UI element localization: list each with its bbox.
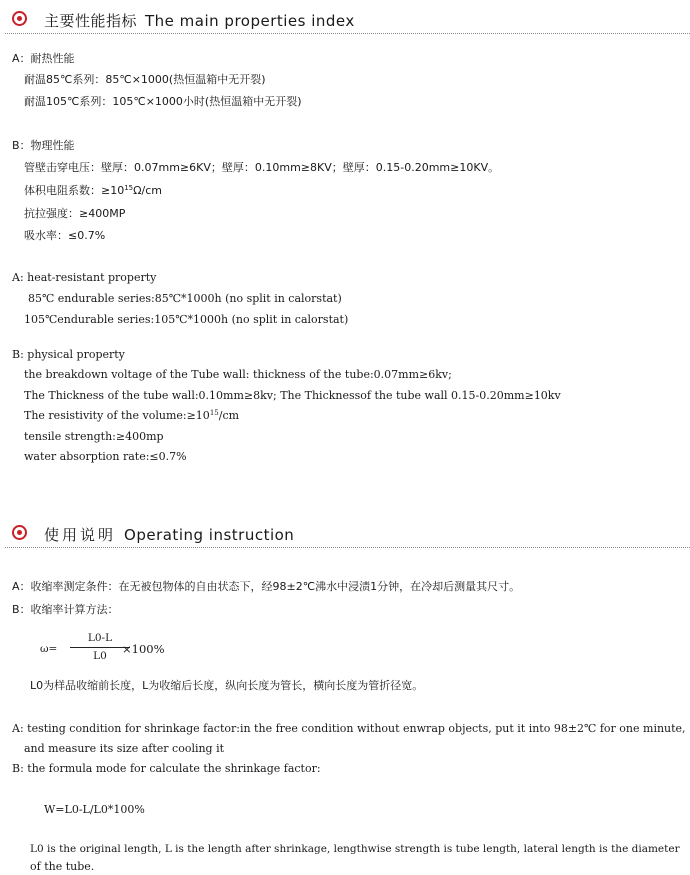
formula-omega: ω= — [40, 643, 58, 655]
cn-heat-heading: A：耐热性能 — [12, 52, 75, 65]
shrinkage-formula — [40, 632, 180, 668]
cn-physical-line-4: 吸水率：≤0.7% — [24, 229, 106, 242]
formula-denominator: L0 — [93, 650, 107, 662]
resistivity-exponent: 15 — [124, 184, 134, 192]
formula-numerator: L0-L — [87, 632, 113, 644]
cn-physical-line-2 — [24, 184, 162, 198]
en-physical-line-3 — [24, 409, 239, 423]
target-bullet-icon — [12, 525, 27, 540]
section-title-cn: 主要性能指标 — [44, 12, 138, 30]
dotted-divider — [5, 547, 690, 548]
en-resistivity-unit: /cm — [218, 409, 240, 422]
section-title-cn: 使用说明 — [44, 526, 117, 544]
section-header-instruction — [0, 524, 690, 548]
formula-percent: ×100% — [122, 642, 165, 656]
cn-heat-line-2: 耐温105℃系列：105℃×1000小时(热恒温箱中无开裂) — [24, 95, 302, 108]
cn-physical-heading: B：物理性能 — [12, 139, 75, 152]
en-physical-line-1: the breakdown voltage of the Tube wall: thickness of the tube:0.07mm≥6kv; — [24, 368, 452, 381]
en-instr-a-2: and measure its size after cooling it — [24, 742, 225, 755]
cn-instr-a: A：收缩率测定条件：在无被包物体的自由状态下，经98±2℃沸水中浸渍1分钟，在冷却后测量其尺寸。 — [12, 580, 521, 593]
en-instr-note-2: of the tube. — [30, 860, 95, 873]
section-title — [44, 10, 355, 31]
section-title-en: Operating instruction — [124, 526, 295, 544]
en-instr-note-1: L0 is the original length, L is the length after shrinkage, lengthwise strength is tube length, lateral length is the diameter — [30, 843, 680, 855]
en-instr-formula: W=L0-L/L0*100% — [44, 803, 145, 816]
en-instr-a-1: A: testing condition for shrinkage factor:in the free condition without enwrap objects, put it into 98±2℃ for one minute, — [12, 722, 686, 735]
formula-fraction-bar — [70, 647, 130, 648]
section-header-properties — [0, 10, 690, 34]
en-instr-b: B: the formula mode for calculate the shrinkage factor: — [12, 762, 321, 775]
resistivity-text: 体积电阻系数：≥10 — [24, 184, 125, 197]
cn-instr-b: B：收缩率计算方法： — [12, 603, 119, 616]
cn-physical-line-1: 管壁击穿电压：壁厚：0.07mm≥6KV；壁厚：0.10mm≥8KV；壁厚：0.15-0.20mm≥10KV。 — [24, 161, 500, 174]
cn-heat-line-1: 耐温85℃系列：85℃×1000(热恒温箱中无开裂) — [24, 73, 266, 86]
cn-instr-note: L0为样品收缩前长度，L为收缩后长度，纵向长度为管长，横向长度为管折径宽。 — [30, 679, 424, 692]
en-heat-heading: A: heat-resistant property — [12, 271, 157, 284]
en-resistivity-text: The resistivity of the volume:≥10 — [24, 409, 210, 422]
en-heat-line-2: 105℃endurable series:105℃*1000h (no split in calorstat) — [24, 313, 349, 326]
resistivity-unit: Ω/cm — [133, 184, 163, 197]
en-physical-line-2: The Thickness of the tube wall:0.10mm≥8kv; The Thicknessof the tube wall 0.15-0.20mm≥10kv — [24, 389, 561, 402]
en-physical-line-5: water absorption rate:≤0.7% — [24, 450, 187, 463]
en-resistivity-exponent: 15 — [209, 409, 219, 417]
en-physical-heading: B: physical property — [12, 348, 125, 361]
section-title-en: The main properties index — [145, 12, 355, 30]
en-physical-line-4: tensile strength:≥400mp — [24, 430, 164, 443]
dotted-divider — [5, 33, 690, 34]
en-heat-line-1: 85℃ endurable series:85℃*1000h (no split in calorstat) — [28, 292, 342, 305]
cn-physical-line-3: 抗拉强度：≥400MP — [24, 207, 126, 220]
section-title — [44, 524, 294, 545]
target-bullet-icon — [12, 11, 27, 26]
